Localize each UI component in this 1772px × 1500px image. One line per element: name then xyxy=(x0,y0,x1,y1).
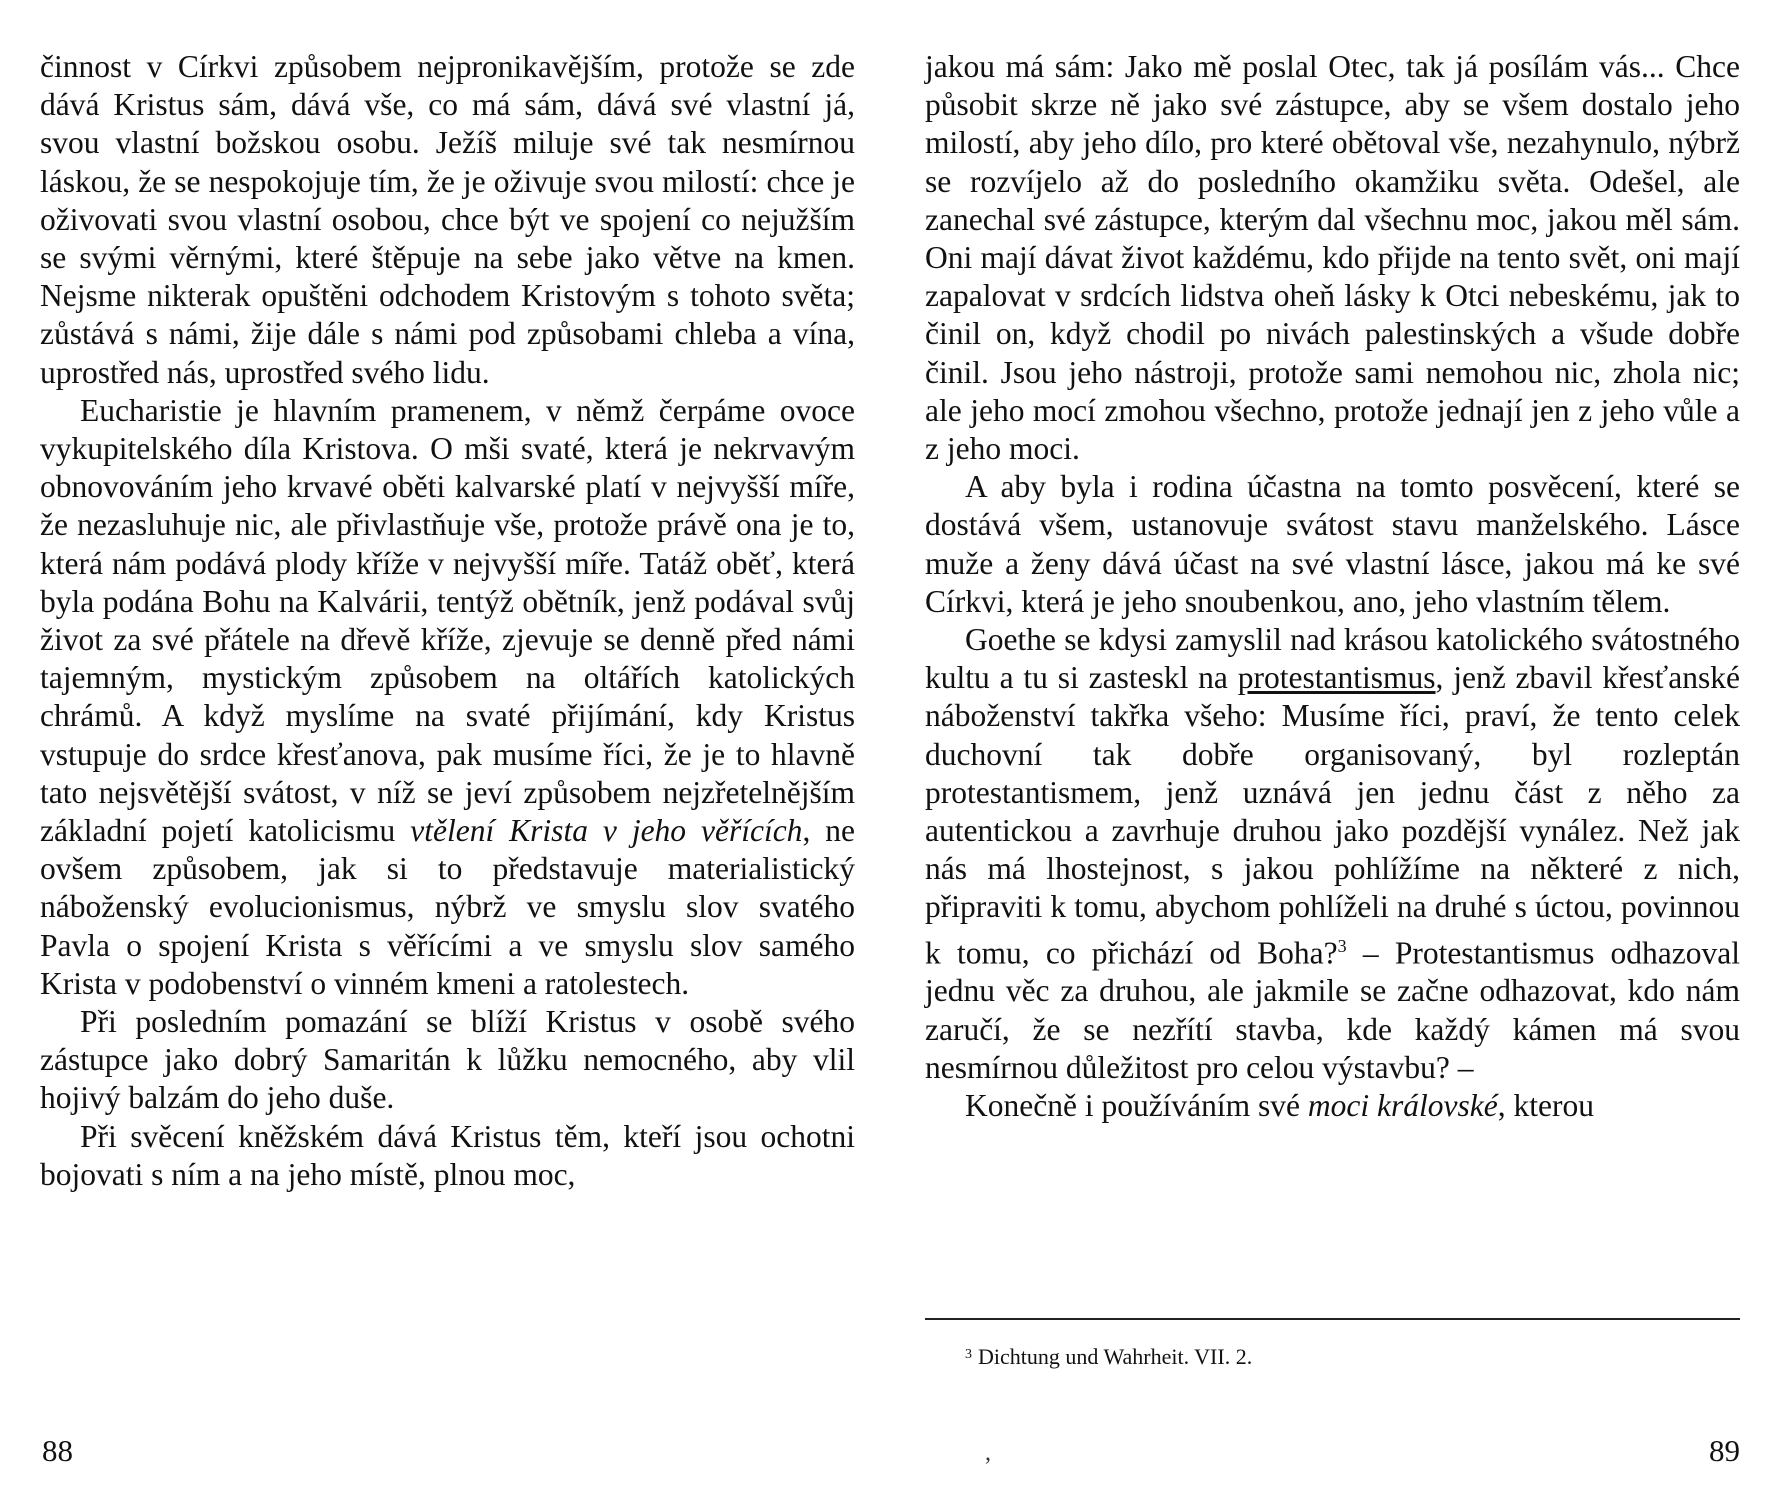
paragraph-text: Při svěcení kněžském dává Kristus těm, kteří jsou ochotni bojovati s ním a na jeho místě, plnou moc, xyxy=(40,1118,855,1192)
paragraph xyxy=(925,1087,1740,1125)
paragraph xyxy=(925,48,1740,468)
footnote-reference: 3 xyxy=(1337,935,1347,956)
paragraph xyxy=(925,468,1740,621)
italic-emphasis: moci královské xyxy=(1307,1087,1498,1123)
paragraph xyxy=(40,1003,855,1118)
footnote-marker: 3 xyxy=(965,1347,972,1362)
underlined-word: protestantismus xyxy=(1237,660,1436,696)
paragraph xyxy=(40,48,855,392)
page-number: 89 xyxy=(1709,1433,1740,1468)
paragraph-text: Konečně i používáním své xyxy=(965,1087,1308,1123)
paragraph-text: , jenž zbavil křesťanské náboženství takřka všeho: Musíme říci, praví, že tento celek duchovní tak dobře organisovaný, byl rozleptán protestantismem, jenž uznává jen jednu část z něho za autentickou a zavrhuje druhou jako pozdější vynález. Než jak nás má lhostejnost, s jakou pohlížíme na některé z nich, připraviti k tomu, abychom pohlíželi na druhé s úctou, povinnou k tomu, co přichází od Boha? xyxy=(925,660,1740,971)
paragraph-text: Eucharistie je hlavním pramenem, v němž čerpáme ovoce vykupitelského díla Kristova. O mši svaté, která je nekrvavým obnovováním jeho krvavé oběti kalvarské platí v nejvyšší míře, že nezasluhuje nic, ale přivlastňuje vše, protože právě ona je to, která nám podává plody kříže v nejvyšší míře. Tatáž oběť, která byla podána Bohu na Kalvárii, tentýž obětník, jenž podával svůj život za své přátele na dřevě kříže, zjevuje se denně před námi tajemným, mystickým způsobem na oltářích katolických chrámů. A když myslíme na svaté přijímání, kdy Kristus vstupuje do srdce křesťanova, pak musíme říci, že je to hlavně tato nejsvětější svátost, v níž se jeví způsobem nejzřetelnějším základní pojetí katolicismu xyxy=(40,392,855,849)
left-page-text xyxy=(40,48,855,1194)
paragraph-text: , kterou xyxy=(1497,1087,1594,1123)
italic-emphasis: vtělení Krista v jeho věřících xyxy=(410,813,803,849)
paragraph xyxy=(40,392,855,1003)
paragraph-text: – Protestantismus odhazoval jednu věc za druhou, ale jakmile se začne odhazovat, kdo nám zaručí, že se nezřítí stavba, kde každý kámen má svou nesmírnou důležitost pro celou výstavbu? – xyxy=(925,935,1740,1085)
right-page-text xyxy=(925,48,1740,1125)
left-page xyxy=(40,0,855,1500)
footnote-text: Dichtung und Wahrheit. VII. 2. xyxy=(978,1344,1253,1369)
paragraph-text: jakou má sám: Jako mě poslal Otec, tak já posílám vás... Chce působit skrze ně jako své zástupce, aby se všem dostalo jeho milostí, aby jeho dílo, pro které obětoval vše, nezahynulo, nýbrž se rozvíjelo až do posledního okamžiku světa. Odešel, ale zanechal své zástupce, kterým dal všechnu moc, jakou měl sám. Oni mají dávat život každému, kdo přijde na tento svět, oni mají zapalovat v srdcích lidstva oheň lásky k Otci nebeskému, jak to činil on, když chodil po nivách palestinských a všude dobře činil. Jsou jeho nástroji, protože sami nemohou nic, zhola nic; ale jeho mocí zmohou všechno, protože jednají jen z jeho vůle a z jeho moci. xyxy=(925,49,1740,467)
paragraph-text: Goethe se kdysi zamyslil nad krásou katolického svátostného kultu a tu si zasteskl na xyxy=(925,622,1740,696)
paragraph-text: A aby byla i rodina účastna na tomto posvěcení, které se dostává všem, ustanovuje svátost stavu manželského. Lásce muže a ženy dává účast na své vlastní lásce, jakou má ke své Církvi, která je jeho snoubenkou, ano, jeho vlastním tělem. xyxy=(925,469,1740,619)
right-page xyxy=(925,0,1740,1500)
paragraph-text: Při posledním pomazání se blíží Kristus v osobě svého zástupce jako dobrý Samaritán k lůžku nemocného, aby vlil hojivý balzám do jeho duše. xyxy=(40,1004,855,1116)
page-number: 88 xyxy=(42,1433,73,1468)
stray-mark: , xyxy=(985,1440,991,1466)
paragraph-text: činnost v Církvi způsobem nejpronikavějším, protože se zde dává Kristus sám, dává vše, co má sám, dává své vlastní já, svou vlastní božskou osobu. Ježíš miluje své tak nesmírnou láskou, že se nespokojuje tím, že je oživuje svou milostí: chce je oživovati svou vlastní osobou, chce být ve spojení co nejužším se svými věrnými, které štěpuje na sebe jako větve na kmen. Nejsme nikterak opuštěni odchodem Kristovým s tohoto světa; zůstává s námi, žije dále s námi pod způsobami chleba a vína, uprostřed nás, uprostřed svého lidu. xyxy=(40,49,855,390)
footnote-divider xyxy=(925,1318,1740,1320)
paragraph-text: , ne ovšem způsobem, jak si to představuje materialistický náboženský evolucionismus, nýbrž ve smyslu slov svatého Pavla o spojení Krista s věřícími a ve smyslu slov samého Krista v podobenství o vinném kmeni a ratolestech. xyxy=(40,813,855,1001)
paragraph xyxy=(40,1118,855,1194)
paragraph xyxy=(925,621,1740,1087)
footnote xyxy=(965,1341,1725,1371)
